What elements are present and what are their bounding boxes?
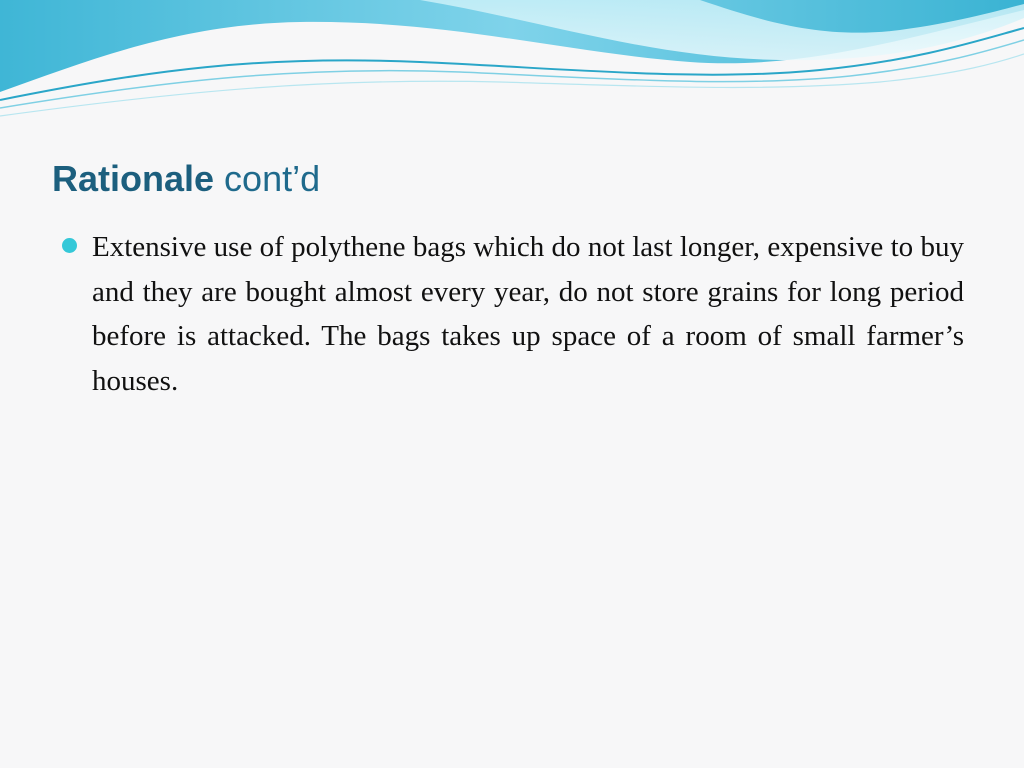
bullet-dot-icon — [62, 238, 77, 253]
slide-title-bold: Rationale — [52, 158, 215, 199]
bullet-item — [62, 225, 964, 403]
wave-header-decoration — [0, 0, 1024, 130]
slide-title-rest: cont’d — [214, 158, 321, 199]
bullet-list — [62, 225, 964, 403]
bullet-text: Extensive use of polythene bags which do not last longer, expensive to buy and they are bought almost every year, do not store grains for long period before is attacked. The bags takes up space of a room of small farmer’s houses. — [92, 231, 964, 397]
slide-title — [52, 158, 320, 200]
